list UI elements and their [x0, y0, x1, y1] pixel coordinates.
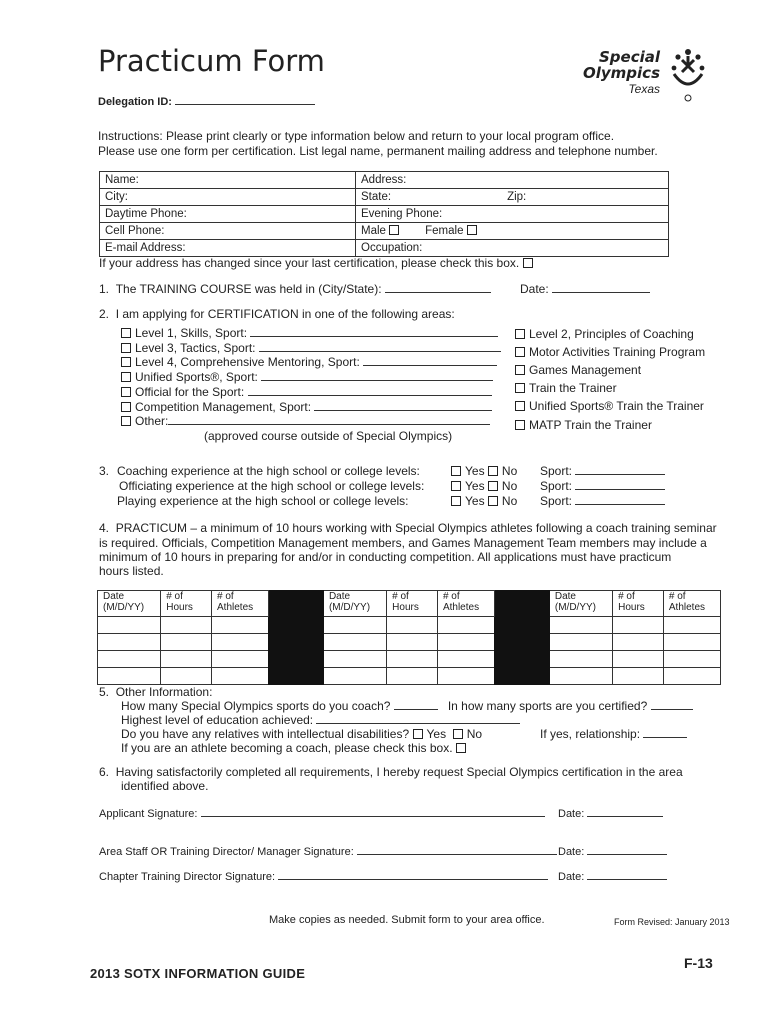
level3-sport-field[interactable]: [259, 341, 501, 352]
q5-relatives: Do you have any relatives with intellectual disabilities? Yes No: [121, 727, 483, 741]
cert-left-6: Other:: [121, 414, 490, 428]
q5-title: 5. Other Information:: [99, 685, 213, 699]
officiating-experience-label: Officiating experience at the high school or college levels:: [119, 479, 425, 493]
cert-left-3: Unified Sports®, Sport:: [121, 370, 493, 384]
table-cell[interactable]: [663, 668, 720, 685]
cert-right-2: Games Management: [515, 363, 641, 377]
logo-olympics: Olympics: [583, 64, 660, 82]
sports-coached-field[interactable]: [394, 699, 438, 710]
training-course-date-field[interactable]: [552, 282, 650, 293]
athlete-coach-checkbox[interactable]: [456, 743, 466, 753]
table-cell[interactable]: [437, 617, 494, 634]
unified-sport-field[interactable]: [261, 370, 493, 381]
city-field[interactable]: City:: [100, 189, 356, 206]
officiating-yes-no: Yes No: [451, 479, 517, 493]
table-cell[interactable]: [549, 651, 612, 668]
table-cell[interactable]: [98, 617, 161, 634]
table-cell[interactable]: [323, 634, 386, 651]
chapter-director-date-field[interactable]: [587, 869, 667, 880]
playing-yes-checkbox[interactable]: [451, 496, 461, 506]
hours-header: # of Hours: [387, 591, 438, 617]
playing-experience-label: Playing experience at the high school or college levels:: [117, 494, 409, 508]
playing-sport: Sport:: [540, 494, 665, 508]
table-cell[interactable]: [663, 651, 720, 668]
coaching-experience-label: Coaching experience at the high school or college levels:: [117, 464, 420, 478]
table-cell[interactable]: [613, 651, 664, 668]
playing-no-checkbox[interactable]: [488, 496, 498, 506]
q6-line2: identified above.: [121, 779, 209, 793]
delegation-id-field[interactable]: [175, 94, 315, 105]
chapter-director-date: Date:: [558, 869, 667, 883]
level3-checkbox[interactable]: [121, 343, 131, 353]
cert-left-0: Level 1, Skills, Sport:: [121, 326, 498, 340]
unified-sports-checkbox[interactable]: [121, 372, 131, 382]
table-cell[interactable]: [549, 668, 612, 685]
officiating-sport: Sport:: [540, 479, 665, 493]
cert-left-1: Level 3, Tactics, Sport:: [121, 341, 501, 355]
table-cell[interactable]: [161, 634, 212, 651]
q4-line1: 4. PRACTICUM – a minimum of 10 hours working with Special Olympics athletes following a coach training seminar: [99, 521, 717, 535]
games-management-checkbox[interactable]: [515, 365, 525, 375]
matp-train-the-trainer-checkbox[interactable]: [515, 420, 525, 430]
cert-left-5: Competition Management, Sport:: [121, 400, 492, 414]
table-cell[interactable]: [437, 634, 494, 651]
area-staff-signature: Area Staff OR Training Director/ Manager Signature:: [99, 844, 557, 858]
delegation-id: [98, 94, 315, 108]
area-staff-date-field[interactable]: [587, 844, 667, 855]
table-cell[interactable]: [161, 651, 212, 668]
playing-sport-field[interactable]: [575, 494, 665, 505]
table-cell[interactable]: [212, 617, 269, 634]
cert-right-3: Train the Trainer: [515, 381, 617, 395]
table-cell[interactable]: [437, 651, 494, 668]
q3-number: 3.: [99, 464, 110, 478]
coaching-yes-checkbox[interactable]: [451, 466, 461, 476]
level1-checkbox[interactable]: [121, 328, 131, 338]
address-changed-checkbox[interactable]: [523, 258, 533, 268]
cell-phone-field[interactable]: Cell Phone:: [100, 223, 356, 240]
logo-texas: Texas: [628, 82, 660, 96]
table-cell[interactable]: [387, 634, 438, 651]
table-cell[interactable]: [98, 668, 161, 685]
q2-certification: 2. I am applying for CERTIFICATION in one of the following areas:: [99, 307, 455, 321]
delegation-label: Delegation ID:: [98, 96, 172, 108]
training-course-location-field[interactable]: [385, 282, 491, 293]
table-cell[interactable]: [323, 651, 386, 668]
male-checkbox[interactable]: [389, 225, 399, 235]
table-cell[interactable]: [613, 668, 664, 685]
form-revised: Form Revised: January 2013: [614, 917, 730, 927]
coaching-no-checkbox[interactable]: [488, 466, 498, 476]
page-title: Practicum Form: [98, 44, 325, 78]
applicant-signature-field[interactable]: [201, 806, 545, 817]
hours-header: # of Hours: [613, 591, 664, 617]
table-cell[interactable]: [613, 634, 664, 651]
unified-train-the-trainer-checkbox[interactable]: [515, 401, 525, 411]
officiating-yes-checkbox[interactable]: [451, 481, 461, 491]
cert-right-0: Level 2, Principles of Coaching: [515, 327, 694, 341]
other-field[interactable]: [168, 414, 490, 425]
table-cell[interactable]: [212, 651, 269, 668]
area-staff-date: Date:: [558, 844, 667, 858]
table-cell[interactable]: [323, 617, 386, 634]
instructions-line2: Please use one form per certification. List legal name, permanent mailing address and telephone number.: [98, 144, 658, 158]
other-checkbox[interactable]: [121, 416, 131, 426]
table-cell[interactable]: [549, 617, 612, 634]
official-checkbox[interactable]: [121, 387, 131, 397]
athletes-header: # of Athletes: [437, 591, 494, 617]
date-header: Date (M/D/YY): [98, 591, 161, 617]
table-row: [98, 617, 721, 634]
guide-title: 2013 SOTX INFORMATION GUIDE: [90, 966, 306, 981]
cert-right-4: Unified Sports® Train the Trainer: [515, 399, 704, 413]
table-row: [98, 668, 721, 685]
q5-athlete-coach: If you are an athlete becoming a coach, please check this box.: [121, 741, 470, 755]
motor-activities-checkbox[interactable]: [515, 347, 525, 357]
area-staff-signature-field[interactable]: [357, 844, 557, 855]
address-changed-row: If your address has changed since your last certification, please check this box.: [99, 256, 537, 270]
cert-left-2: Level 4, Comprehensive Mentoring, Sport:: [121, 355, 497, 369]
date-header: Date (M/D/YY): [549, 591, 612, 617]
date-header: Date (M/D/YY): [323, 591, 386, 617]
q4-line2: is required. Officials, Competition Management members, and Games Management Team members may include a: [99, 536, 707, 550]
playing-yes-no: Yes No: [451, 494, 517, 508]
relatives-yes-checkbox[interactable]: [413, 729, 423, 739]
athletes-header: # of Athletes: [212, 591, 269, 617]
q5-education: Highest level of education achieved:: [121, 713, 520, 727]
table-cell[interactable]: [437, 668, 494, 685]
q5-relationship: If yes, relationship:: [540, 727, 687, 741]
female-checkbox[interactable]: [467, 225, 477, 235]
table-cell[interactable]: [212, 668, 269, 685]
daytime-phone-field[interactable]: Daytime Phone:: [100, 206, 356, 223]
level1-sport-field[interactable]: [250, 326, 498, 337]
table-cell[interactable]: [212, 634, 269, 651]
q4-line4: hours listed.: [99, 564, 164, 578]
email-field[interactable]: E-mail Address:: [100, 240, 356, 257]
copies-note: Make copies as needed. Submit form to your area office.: [269, 914, 545, 926]
train-the-trainer-checkbox[interactable]: [515, 383, 525, 393]
q1-date: Date:: [520, 282, 650, 296]
table-cell[interactable]: [387, 668, 438, 685]
applicant-signature: Applicant Signature:: [99, 806, 545, 820]
competition-sport-field[interactable]: [314, 400, 492, 411]
chapter-director-signature: Chapter Training Director Signature:: [99, 869, 548, 883]
q1-training-course: 1. The TRAINING COURSE was held in (City/State):: [99, 282, 491, 296]
applicant-date-field[interactable]: [587, 806, 663, 817]
coaching-sport: Sport:: [540, 464, 665, 478]
table-cell[interactable]: [161, 617, 212, 634]
officiating-sport-field[interactable]: [575, 479, 665, 490]
officiating-no-checkbox[interactable]: [488, 481, 498, 491]
table-row: [98, 651, 721, 668]
official-sport-field[interactable]: [248, 385, 492, 396]
table-cell[interactable]: [613, 617, 664, 634]
page-number: F-13: [684, 955, 713, 971]
table-cell[interactable]: [387, 651, 438, 668]
cert-right-1: Motor Activities Training Program: [515, 345, 705, 359]
practicum-hours-table: [97, 590, 721, 685]
cert-right-5: MATP Train the Trainer: [515, 418, 652, 432]
table-cell[interactable]: [161, 668, 212, 685]
logo-special: Special: [598, 48, 660, 66]
table-cell[interactable]: [387, 617, 438, 634]
competition-management-checkbox[interactable]: [121, 402, 131, 412]
column-divider: [269, 591, 324, 685]
chapter-director-signature-field[interactable]: [278, 869, 548, 880]
logo: [578, 46, 708, 104]
applicant-date: Date:: [558, 806, 663, 820]
evening-phone-field[interactable]: Evening Phone:: [356, 206, 669, 223]
table-cell[interactable]: [663, 634, 720, 651]
q6-line1: 6. Having satisfactorily completed all requirements, I hereby request Special Olympics certification in the area: [99, 765, 683, 779]
relatives-no-checkbox[interactable]: [453, 729, 463, 739]
table-cell[interactable]: [98, 634, 161, 651]
instructions-line1: Instructions: Please print clearly or type information below and return to your local program office.: [98, 129, 615, 143]
level2-checkbox[interactable]: [515, 329, 525, 339]
name-field[interactable]: Name:: [100, 172, 356, 189]
hours-header: # of Hours: [161, 591, 212, 617]
table-cell[interactable]: [549, 634, 612, 651]
q4-line3: minimum of 10 hours in preparing for and/or in conducting competition. All applications must have practicum: [99, 550, 672, 564]
table-cell[interactable]: [323, 668, 386, 685]
instructions-label: Instructions:: [98, 129, 163, 143]
level4-sport-field[interactable]: [363, 355, 497, 366]
education-field[interactable]: [316, 713, 520, 724]
level4-checkbox[interactable]: [121, 357, 131, 367]
address-field[interactable]: Address:: [356, 172, 669, 189]
coaching-yes-no: Yes No: [451, 464, 517, 478]
state-zip-field[interactable]: State: Zip:: [356, 189, 669, 206]
personal-info-table: [99, 171, 669, 257]
athletes-header: # of Athletes: [663, 591, 720, 617]
special-olympics-figure-icon: [668, 46, 708, 104]
gender-cell: Male Female: [356, 223, 669, 240]
column-divider: [494, 591, 549, 685]
other-note: (approved course outside of Special Olympics): [204, 429, 453, 443]
q5-sports: How many Special Olympics sports do you coach? In how many sports are you certified?: [121, 699, 693, 713]
relationship-field[interactable]: [643, 727, 687, 738]
cert-left-4: Official for the Sport:: [121, 385, 492, 399]
sports-certified-field[interactable]: [651, 699, 693, 710]
coaching-sport-field[interactable]: [575, 464, 665, 475]
table-cell[interactable]: [663, 617, 720, 634]
table-cell[interactable]: [98, 651, 161, 668]
occupation-field[interactable]: Occupation:: [356, 240, 669, 257]
table-row: [98, 634, 721, 651]
